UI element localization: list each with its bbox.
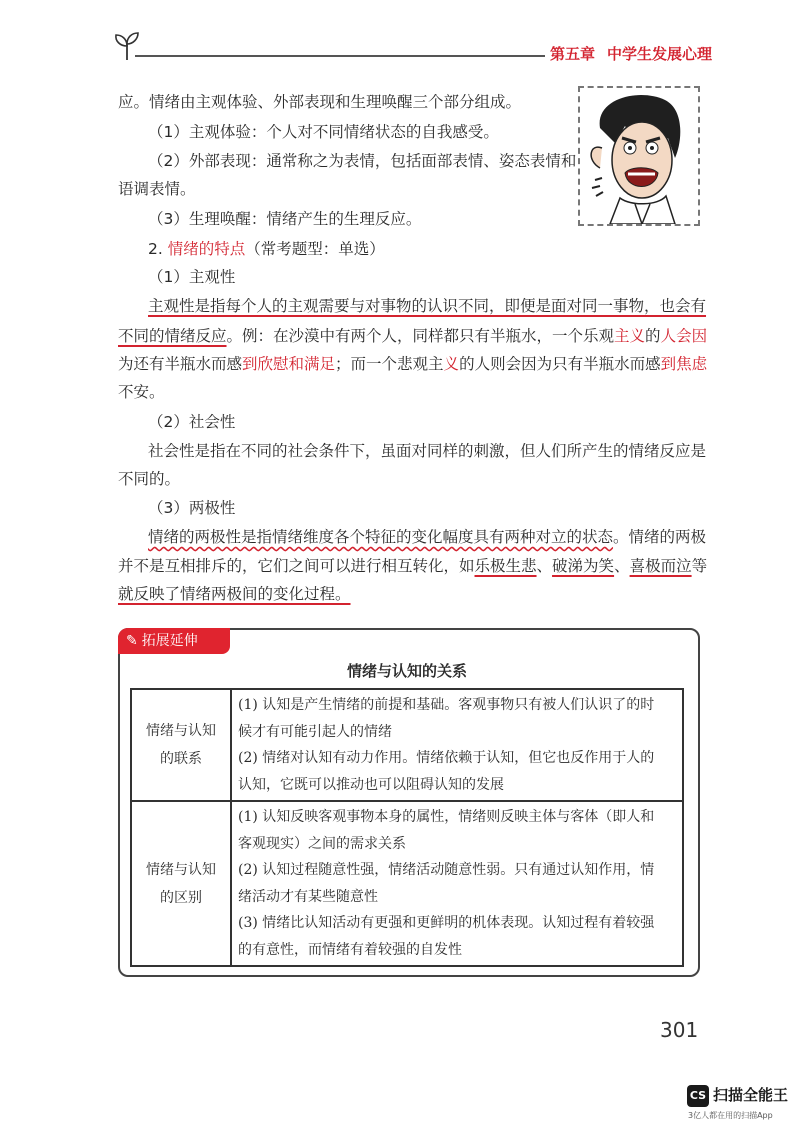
example-text: 的人则会因为只有半瓶水而感 <box>459 355 661 373</box>
item-external-expression-cont: 语调表情。 <box>118 180 196 198</box>
chapter-header <box>550 43 712 64</box>
cell-line: (1) 认知反映客观事物本身的属性，情绪则反映主体与客体（即人和 <box>238 809 655 825</box>
cell-line: 认知，它既可以推动也可以阻碍认知的发展 <box>238 776 504 793</box>
row-header-line: 情绪与认知 <box>146 861 216 878</box>
polarity-text: 等 <box>691 557 708 575</box>
paragraph-components: 应。情绪由主观体验、外部表现和生理唤醒三个部分组成。 <box>118 93 522 111</box>
polarity-definition: 情绪的两极性是指情绪维度各个特征的变化幅度具有两种对立的状态 <box>148 528 614 546</box>
idiom-underlined: 破涕为笑 <box>552 557 615 575</box>
table-row <box>131 689 683 801</box>
handwritten-mark: 主义 <box>614 327 646 345</box>
cell-line: 客观现实）之间的需求关系 <box>238 835 406 852</box>
row-header-difference <box>131 801 231 966</box>
subjectivity-line-1 <box>148 292 706 320</box>
example-text: ；而一个悲观主 <box>335 355 444 373</box>
idiom-underlined: 乐极生悲 <box>474 557 537 575</box>
cell-line: (3) 情绪比认知活动有更强和更鲜明的机体表现。认知过程有着较强 <box>238 915 655 931</box>
sprout-icon <box>112 30 142 62</box>
camscanner-logo: CS <box>687 1085 709 1107</box>
row-header-line: 的联系 <box>160 751 202 767</box>
subjectivity-line-4: 不安。 <box>118 383 165 401</box>
cell-line: 的有意性，而情绪有着较强的自发性 <box>238 941 462 958</box>
example-text: 的 <box>645 327 661 345</box>
section-number: 2. <box>148 240 168 258</box>
handwritten-mark: 到焦虑 <box>660 355 708 373</box>
idiom-underlined: 喜极而泣 <box>629 557 692 575</box>
subheading-sociality: （2）社会性 <box>148 413 236 431</box>
handwritten-mark: 到欣慰和满足 <box>242 355 336 373</box>
cell-line: (2) 认知过程随意性强，情绪活动随意性弱。只有通过认知作用，情 <box>238 862 655 878</box>
chapter-title: 中学生发展心理 <box>607 45 713 63</box>
chapter-number: 第五章 <box>550 45 596 63</box>
header-rule <box>135 55 545 57</box>
handwritten-mark: 义 <box>443 355 460 373</box>
item-subjective-experience: （1）主观体验：个人对不同情绪状态的自我感受。 <box>148 123 499 141</box>
cell-line: (1) 认知是产生情绪的前提和基础。客观事物只有被人们认识了的时 <box>238 697 655 713</box>
extension-tab-label: 拓展延伸 <box>141 633 198 649</box>
section-title: 情绪的特点 <box>167 240 246 258</box>
relation-table-title: 情绪与认知的关系 <box>346 662 467 680</box>
page-number: 301 <box>660 1018 699 1042</box>
sociality-line-2: 不同的。 <box>118 470 181 488</box>
definition-underlined: 主观性是指每个人的主观需要与对事物的认识不同，即便是面对同一事物，也会有 <box>148 297 707 315</box>
section-note: （常考题型：单选） <box>245 240 385 258</box>
camscanner-slogan: 3亿人都在用的扫描App <box>688 1111 773 1120</box>
table-row <box>131 801 683 966</box>
polarity-line-1 <box>148 523 706 551</box>
shouting-man-illustration <box>578 86 700 226</box>
example-text: 为还有半瓶水而感 <box>118 355 243 373</box>
polarity-line-3 <box>118 580 351 608</box>
subjectivity-line-2 <box>118 322 707 350</box>
sociality-line-1: 社会性是指在不同的社会条件下，虽面对同样的刺激，但人们所产生的情绪反应是 <box>148 442 707 460</box>
cell-line: (2) 情绪对认知有动力作用。情绪依赖于认知，但它也反作用于人的 <box>238 750 655 766</box>
extension-tab <box>118 628 230 654</box>
polarity-conclusion: 就反映了情绪两极间的变化过程。 <box>118 585 351 603</box>
handwritten-mark: 人会因 <box>660 327 708 345</box>
camscanner-name: 扫描全能王 <box>713 1086 789 1104</box>
item-physiological-arousal: （3）生理唤醒：情绪产生的生理反应。 <box>148 210 422 228</box>
row-header-connection <box>131 689 231 801</box>
polarity-line-2 <box>118 552 707 580</box>
definition-underlined-end: 不同的情绪反应 <box>118 327 227 345</box>
subjectivity-line-3 <box>118 350 707 378</box>
item-external-expression: （2）外部表现：通常称之为表情，包括面部表情、姿态表情和 <box>148 152 577 170</box>
subheading-polarity: （3）两极性 <box>148 499 236 517</box>
cell-line: 候才有可能引起人的情绪 <box>238 723 392 740</box>
polarity-text: 并不是互相排斥的，它们之间可以进行相互转化，如 <box>118 557 475 575</box>
pen-icon: ✎ <box>126 633 138 649</box>
example-text: 。例：在沙漠中有两个人，同样都只有半瓶水，一个乐观 <box>226 327 615 345</box>
relation-table <box>130 688 684 967</box>
row-body-difference <box>231 801 683 966</box>
subheading-subjectivity: （1）主观性 <box>148 268 236 286</box>
row-header-line: 情绪与认知 <box>146 723 216 739</box>
section-heading-emotion-features <box>148 235 385 263</box>
polarity-text: 、 <box>614 557 630 575</box>
row-header-line: 的区别 <box>160 889 202 906</box>
polarity-text: 。情绪的两极 <box>613 528 707 546</box>
row-body-connection <box>231 689 683 801</box>
cell-line: 绪活动才有某些随意性 <box>238 888 378 905</box>
polarity-text: 、 <box>536 557 553 575</box>
